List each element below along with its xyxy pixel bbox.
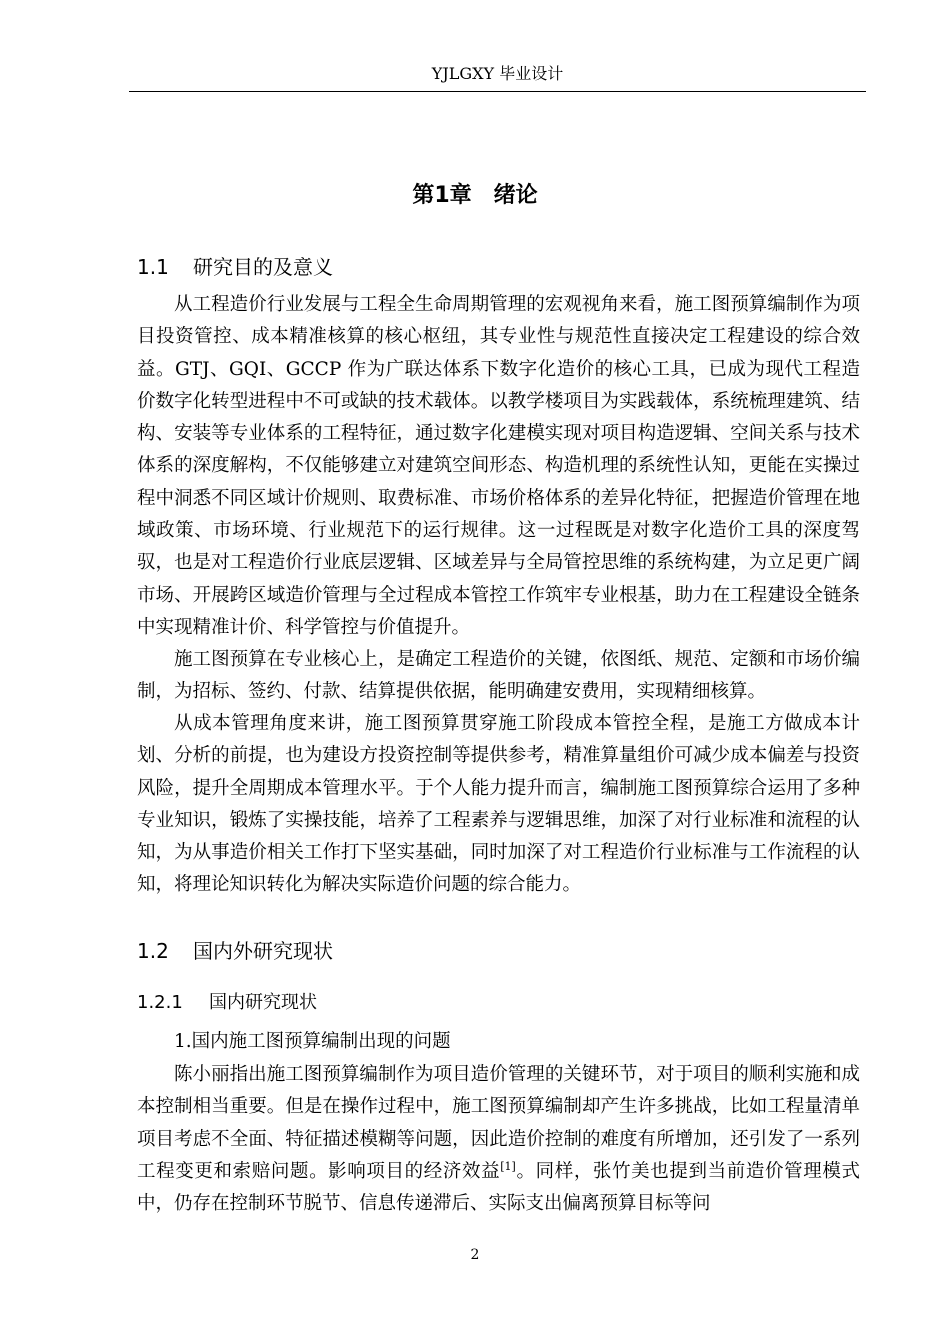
section-heading-1-1: [137, 252, 333, 282]
paragraph-text: 陈小丽指出施工图预算编制作为项目造价管理的关键环节，对于项目的顺利实施和成本控制相当重要。但是在操作过程中，施工图预算编制却产生许多挑战，比如工程量清单项目考虑不全面、特征描述模糊等问题，因此造价控制的难度有所增加，还引发了一系列工程变更和索赔问题。影响项目的经济效益: [137, 1064, 860, 1182]
running-header: YJLGXY 毕业设计: [431, 64, 564, 83]
section-number: 1.2: [137, 939, 169, 963]
section-number: 1.1: [137, 255, 169, 279]
chapter-title: 第1章 绪论: [412, 183, 538, 208]
page-number: 2: [470, 1247, 480, 1263]
section-heading-1-2: [137, 936, 333, 966]
citation-ref[interactable]: [1]: [500, 1159, 516, 1173]
subsection-title: 国内研究现状: [209, 992, 317, 1013]
paragraph-cost: 从成本管理角度来讲，施工图预算贯穿施工阶段成本管控全程，是施工方做成本计划、分析的前提，也为建设方投资控制等提供参考，精准算量组价可减少成本偏差与投资风险，提升全周期成本管理水平。于个人能力提升而言，编制施工图预算综合运用了多种专业知识，锻炼了实操技能，培养了工程素养与逻辑思维，加深了对行业标准和流程的认知，为从事造价相关工作打下坚实基础，同时加深了对工程造价行业标准与工作流程的认知，将理论知识转化为解决实际造价问题的综合能力。: [137, 713, 860, 896]
section-title: 研究目的及意义: [193, 255, 333, 279]
subsection-number: 1.2.1: [137, 992, 183, 1013]
paragraph-domestic: [137, 1059, 860, 1220]
header-rule: [129, 91, 866, 92]
section-title: 国内外研究现状: [193, 939, 333, 963]
subsection-heading-1-2-1: [137, 988, 317, 1018]
paragraph-text-cont: 。同样，张竹美也提到当前造价管理模式中，仍存在控制环节脱节、信息传递滞后、实际支出偏离预算目标等问: [137, 1160, 860, 1215]
paragraph-core: 施工图预算在专业核心上，是确定工程造价的关键，依图纸、规范、定额和市场价编制，为招标、签约、付款、结算提供依据，能明确建安费用，实现精细核算。: [137, 649, 860, 703]
list-item: 1.国内施工图预算编制出现的问题: [174, 1031, 451, 1052]
paragraph-purpose: 从工程造价行业发展与工程全生命周期管理的宏观视角来看，施工图预算编制作为项目投资管控、成本精准核算的核心枢纽，其专业性与规范性直接决定工程建设的综合效益。GTJ、GQI、GCCP 作为广联达体系下数字化造价的核心工具，已成为现代工程造价数字化转型进程中不可或缺的技术载体。以教学楼项目为实践载体，系统梳理建筑、结构、安装等专业体系的工程特征，通过数字化建模实现对项目构造逻辑、空间关系与技术体系的深度解构，不仅能够建立对建筑空间形态、构造机理的系统性认知，更能在实操过程中洞悉不同区域计价规则、取费标准、市场价格体系的差异化特征，把握造价管理在地域政策、市场环境、行业规范下的运行规律。这一过程既是对数字化造价工具的深度驾驭，也是对工程造价行业底层逻辑、区域差异与全局管控思维的系统构建，为立足更广阔市场、开展跨区域造价管理与全过程成本管控工作筑牢专业根基，助力在工程建设全链条中实现精准计价、科学管控与价值提升。: [137, 294, 860, 638]
